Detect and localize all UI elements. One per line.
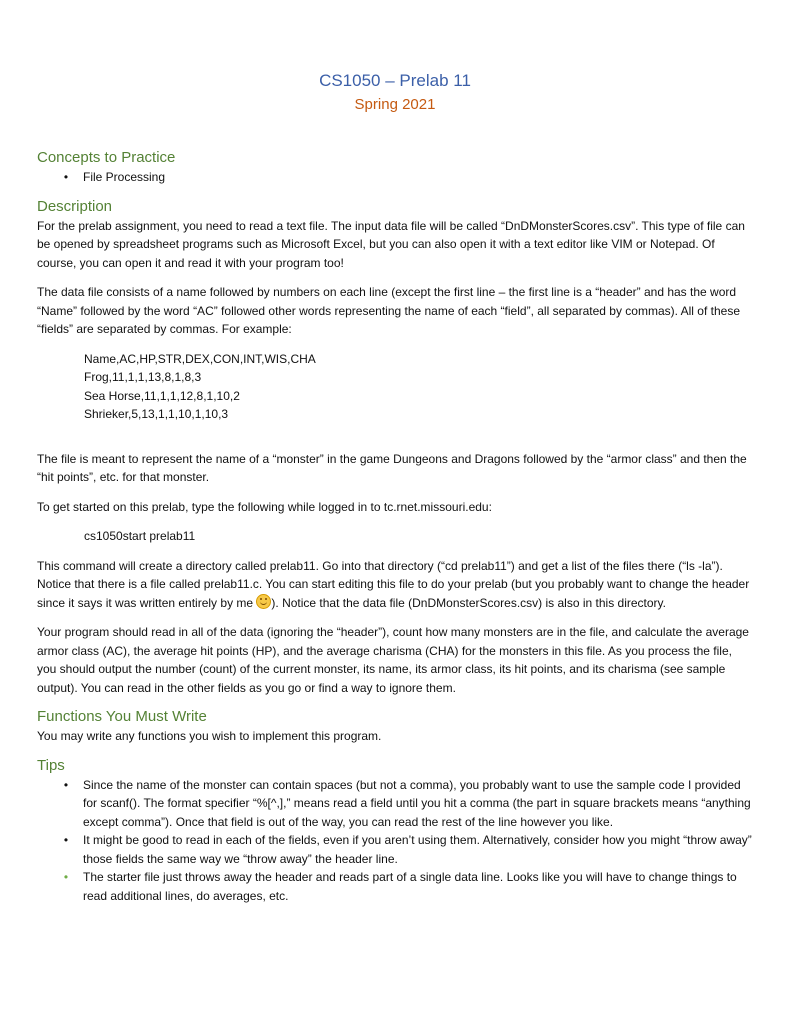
document-page: [37, 0, 753, 905]
concept-item: • File Processing: [83, 168, 753, 187]
example-data-block: [37, 350, 753, 424]
concepts-heading: Concepts to Practice: [37, 149, 176, 166]
description-paragraph-5: This command will create a directory called prelab11. Go into that directory (“cd prelab11”) and get a list of the files there (“ls -la”). Notice that there is a file called prelab11.c. You can start editing this file to do your prelab (but you probably want to change the header since it says it was written entirely by me ). Notice that the data file (DnDMonsterScores.csv) is also in this directory.: [37, 558, 750, 610]
tips-list: [37, 776, 753, 906]
example-line: Name,AC,HP,STR,DEX,CON,INT,WIS,CHA: [84, 351, 316, 366]
bullet-icon: •: [63, 870, 69, 884]
example-line: Sea Horse,11,1,1,12,8,1,10,2: [84, 388, 240, 403]
bullet-icon: •: [63, 833, 69, 847]
tips-heading: Tips: [37, 756, 65, 774]
example-line: Frog,11,1,1,13,8,1,8,3: [84, 370, 202, 384]
description-paragraph-4: To get started on this prelab, type the following while logged in to tc.rnet.missouri.edu:: [37, 499, 492, 514]
tip-item: • It might be good to read in each of the fields, even if you aren’t using them. Alternatively, consider how you might “throw away” those fields the same way we “throw away” the header line.: [83, 831, 753, 868]
tip-item: • Since the name of the monster can contain spaces (but not a comma), you probably want to use the sample code I provided for scanf(). The format specifier “%[^,],” means read a field until you hit a comma (the part in square brackets means “anything except comma”). Once that field is out of the way, you can read the rest of the line however you like.: [83, 776, 753, 832]
tip-item: • The starter file just throws away the header and reads part of a single data line. Looks like you will have to change things to read additional lines, do averages, etc.: [83, 868, 753, 905]
description-paragraph-2: The data file consists of a name followed by numbers on each line (except the first line – the first line is a “header” and has the word “Name” followed by the word “AC” followed other words representing the name of each “field”, all separated by commas). All of these “fields” are separated by commas. For example:: [37, 285, 740, 336]
description-paragraph-3: The file is meant to represent the name of a “monster” in the game Dungeons and Dragons followed by the “armor class” and then the “hit points”, etc. for that monster.: [37, 451, 747, 484]
description-paragraph-6: Your program should read in all of the data (ignoring the “header”), count how many monsters are in the file, and calculate the average armor class (AC), the average hit points (HP), and the average charisma (CHA) for the monsters in this file. As you process the file, you should output the number (count) of the current monster, its name, its armor class, its hit points, and its charisma (see sample output). You can read in the other fields as you go or find a way to ignore them.: [37, 625, 749, 695]
concepts-list: [37, 168, 753, 187]
bullet-icon: •: [63, 777, 69, 792]
command-line: cs1050start prelab11: [84, 529, 196, 543]
semester: Spring 2021: [354, 96, 436, 113]
example-line: Shrieker,5,13,1,1,10,1,10,3: [84, 407, 229, 421]
smiley-icon: [256, 594, 271, 609]
document-title: [37, 70, 753, 116]
course-title: CS1050 – Prelab 11: [319, 71, 471, 90]
bullet-icon: •: [63, 170, 69, 184]
functions-heading: Functions You Must Write: [37, 708, 207, 725]
description-paragraph-1: For the prelab assignment, you need to read a text file. The input data file will be called “DnDMonsterScores.csv”. This type of file can be opened by spreadsheet programs such as Microsoft Excel, but you can also open it with a text editor like VIM or Notepad. Of course, you can open it and read it with your program too!: [37, 218, 745, 270]
description-heading: Description: [37, 197, 113, 215]
functions-paragraph: You may write any functions you wish to implement this program.: [37, 729, 382, 743]
